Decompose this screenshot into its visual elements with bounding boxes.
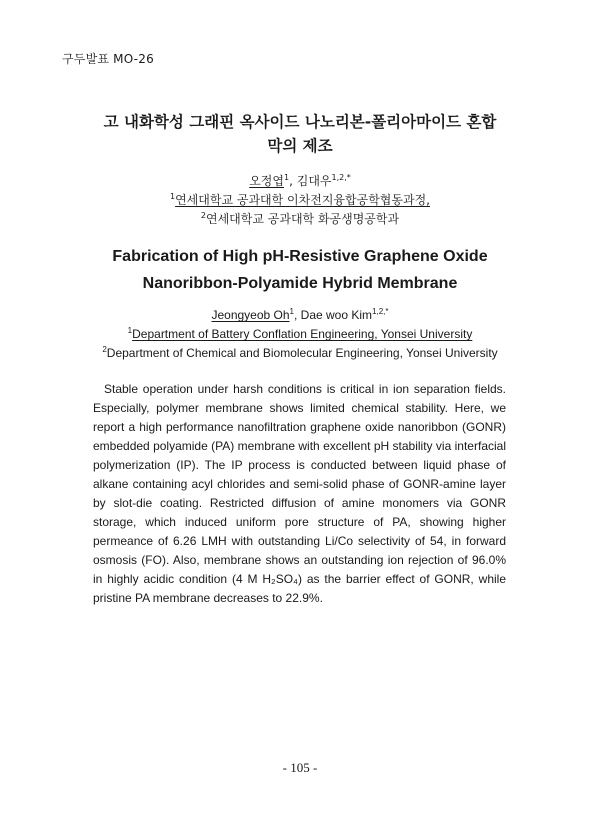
- abstract-paragraph: [93, 380, 506, 608]
- english-author1: Jeongyeob Oh: [211, 308, 290, 322]
- korean-affil2: 연세대학교 공과대학 화공생명공학과: [205, 212, 400, 226]
- english-title-line2: Nanoribbon-Polyamide Hybrid Membrane: [142, 275, 458, 292]
- english-affil2: Department of Chemical and Biomolecular Engineering, Yonsei University: [106, 346, 498, 360]
- english-author-line: [0, 306, 600, 325]
- korean-author-line: [0, 172, 600, 191]
- english-affil2-sup: 2: [102, 345, 107, 354]
- english-authors: [0, 306, 600, 363]
- korean-author2: 김대우: [296, 174, 332, 188]
- korean-affil1-line: [0, 191, 600, 210]
- korean-affil2-line: [0, 210, 600, 229]
- korean-title-line2: 막의 제조: [267, 137, 333, 155]
- session-label: 구두발표 MO-26: [62, 52, 154, 66]
- english-author2-sup: 1,2,*: [372, 307, 389, 316]
- abstract-text: Stable operation under harsh conditions is critical in ion separation fields. Especially, polymer membrane shows limited chemical stability. Here, we report a high performance nanofiltration graphene oxide nanoribbon (GONR) embedded polyamide (PA) membrane with excellent pH stability via interfacial polymerization (IP). The IP process is conducted between liquid phase of alkane containing acyl chlorides and semi-solid phase of GONR-amine layer by slot-die coating. Restricted diffusion of amine monomers via GONR storage, which induced uniform pore structure of PA, showing higher permeance of 6.26 LMH with outstanding Li/Co selectivity of 54, in forward osmosis (FO). Also, membrane shows an outstanding ion rejection of 96.0% in highly acidic condition (4 M H₂SO₄) as the barrier effect of GONR, while pristine PA membrane decreases to 22.9%.: [93, 382, 506, 605]
- korean-author1: 오정엽: [249, 174, 284, 188]
- english-affil2-line: [0, 344, 600, 363]
- korean-title-line1: 고 내화학성 그래핀 옥사이드 나노리본-폴리아마이드 혼합: [103, 113, 497, 131]
- english-title-line1: Fabrication of High pH-Resistive Graphene Oxide: [112, 248, 488, 265]
- english-affil1: Department of Battery Conflation Engineering, Yonsei University: [132, 327, 473, 341]
- english-author1-sup: 1: [289, 307, 294, 316]
- english-affil1-line: [0, 325, 600, 344]
- korean-authors: [0, 172, 600, 229]
- korean-affil2-sup: 2: [200, 211, 206, 220]
- korean-author-sep: ,: [289, 174, 297, 188]
- korean-affil1-sup: 1: [170, 192, 176, 201]
- korean-author2-sup: 1,2,*: [331, 173, 351, 182]
- english-affil1-sup: 1: [127, 326, 133, 335]
- english-author-rest: , Dae woo Kim: [294, 308, 373, 322]
- korean-affil1: 연세대학교 공과대학 이차전지융합공학협동과정,: [175, 193, 430, 207]
- english-title: [0, 243, 600, 297]
- page-number: - 105 -: [282, 760, 318, 775]
- korean-title: [0, 110, 600, 158]
- korean-author1-sup: 1: [284, 173, 290, 182]
